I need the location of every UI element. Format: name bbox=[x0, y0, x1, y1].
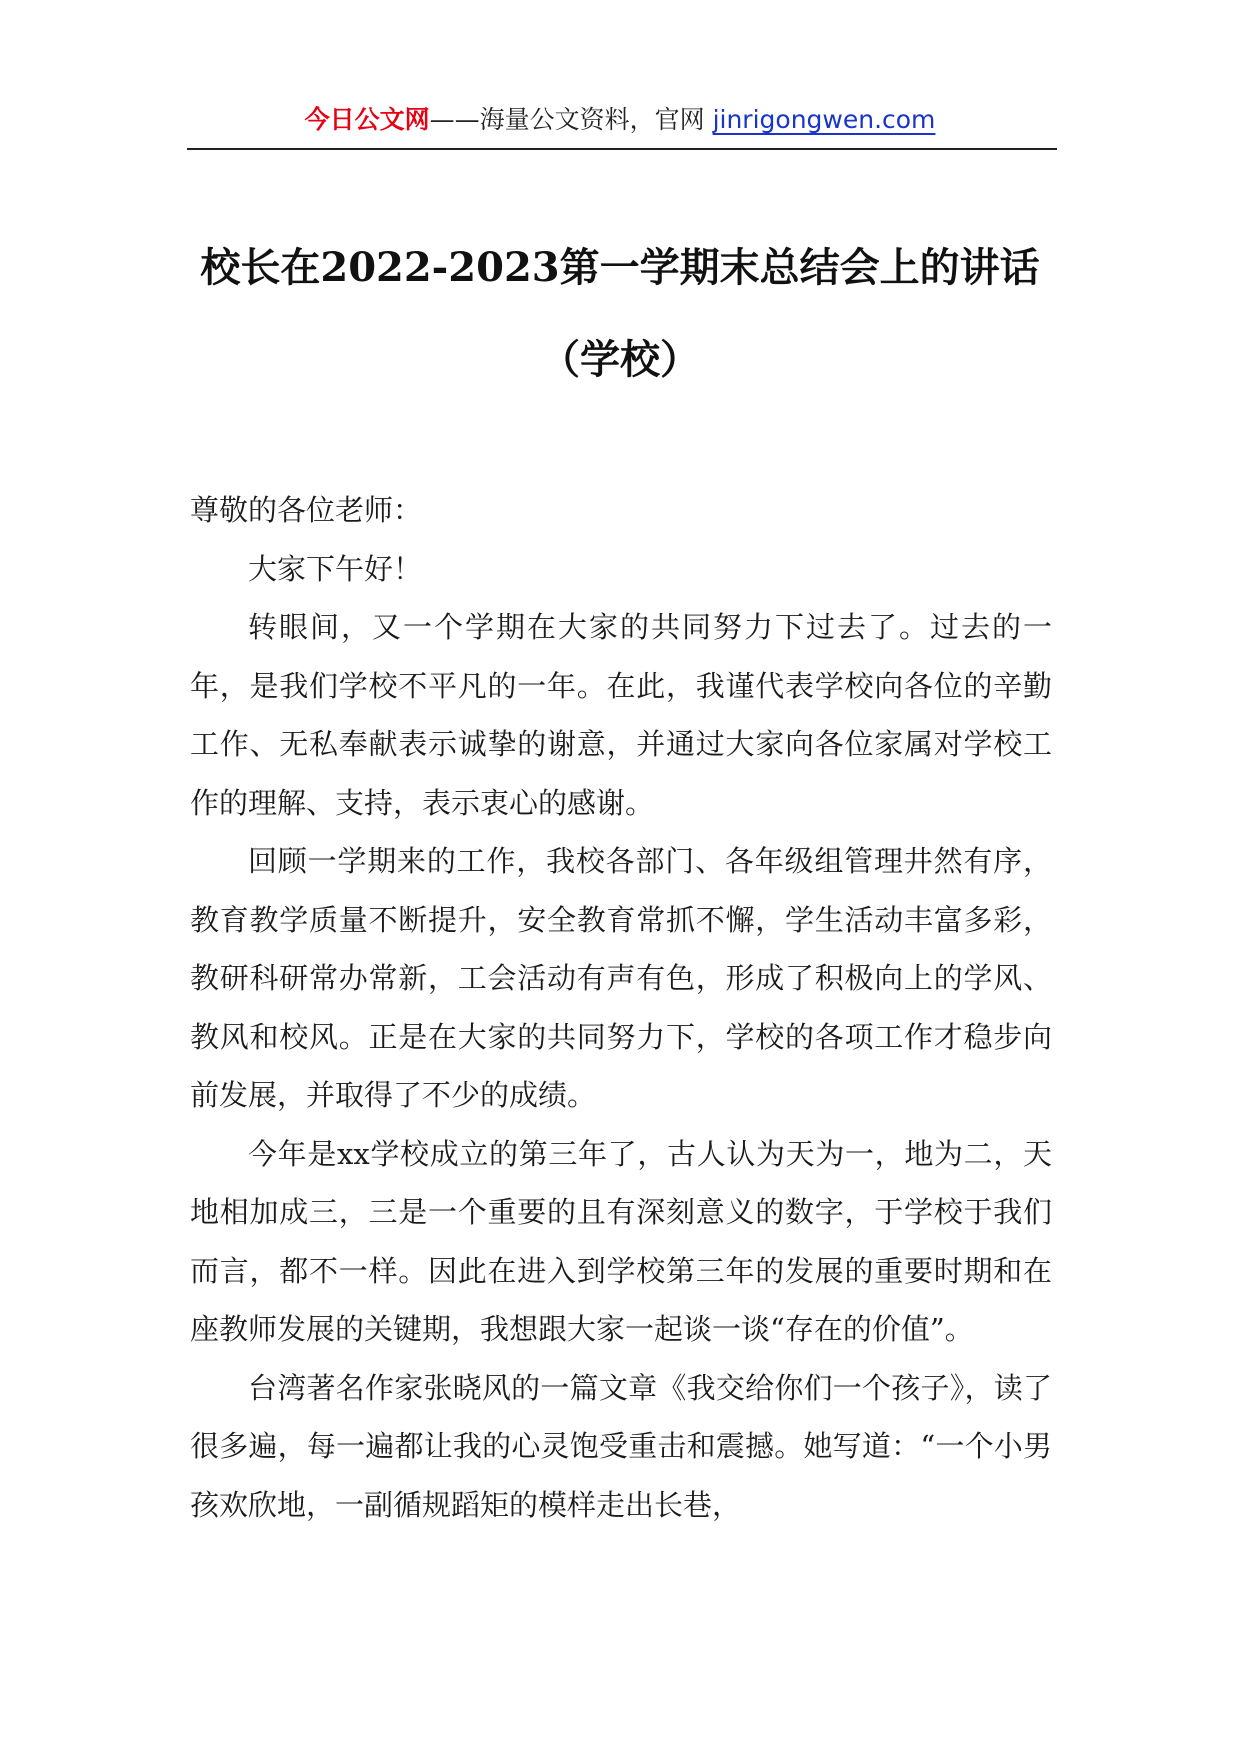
header-tagline: ——海量公文资料，官网 bbox=[429, 105, 705, 134]
greeting: 大家下午好！ bbox=[248, 551, 423, 586]
document-title: 校长在2022-2023第一学期末总结会上的讲话（学校） bbox=[200, 244, 1040, 383]
body-paragraph: 回顾一学期来的工作，我校各部门、各年级组管理井然有序，教育教学质量不断提升，安全教育常抓不懈，学生活动丰富多彩，教研科研常办常新，工会活动有声有色，形成了积极向上的学风、教风和校风。正是在大家的共同努力下，学校的各项工作才稳步向前发展，并取得了不少的成绩。 bbox=[190, 844, 1052, 1112]
body-paragraph: 今年是xx学校成立的第三年了，古人认为天为一，地为二，天地相加成三，三是一个重要的且有深刻意义的数字，于学校于我们而言，都不一样。因此在进入到学校第三年的发展的重要时期和在座教师发展的关键期，我想跟大家一起谈一谈“存在的价值”。 bbox=[190, 1136, 1052, 1346]
body-paragraph: 台湾著名作家张晓风的一篇文章《我交给你们一个孩子》，读了很多遍，每一遍都让我的心灵饱受重击和震撼。她写道：“一个小男孩欢欣地，一副循规蹈矩的模样走出长巷， bbox=[190, 1370, 1052, 1522]
header-divider bbox=[187, 148, 1057, 150]
website-link[interactable]: jinrigongwen.com bbox=[712, 105, 936, 134]
salutation: 尊敬的各位老师： bbox=[190, 493, 423, 527]
document-body bbox=[190, 481, 1052, 1534]
page-header bbox=[0, 102, 1240, 138]
body-paragraph: 转眼间，又一个学期在大家的共同努力下过去了。过去的一年，是我们学校不平凡的一年。在此，我谨代表学校向各位的辛勤工作、无私奉献表示诚挚的谢意，并通过大家向各位家属对学校工作的理解、支持，表示衷心的感谢。 bbox=[190, 610, 1052, 820]
brand-name: 今日公文网 bbox=[304, 105, 430, 134]
